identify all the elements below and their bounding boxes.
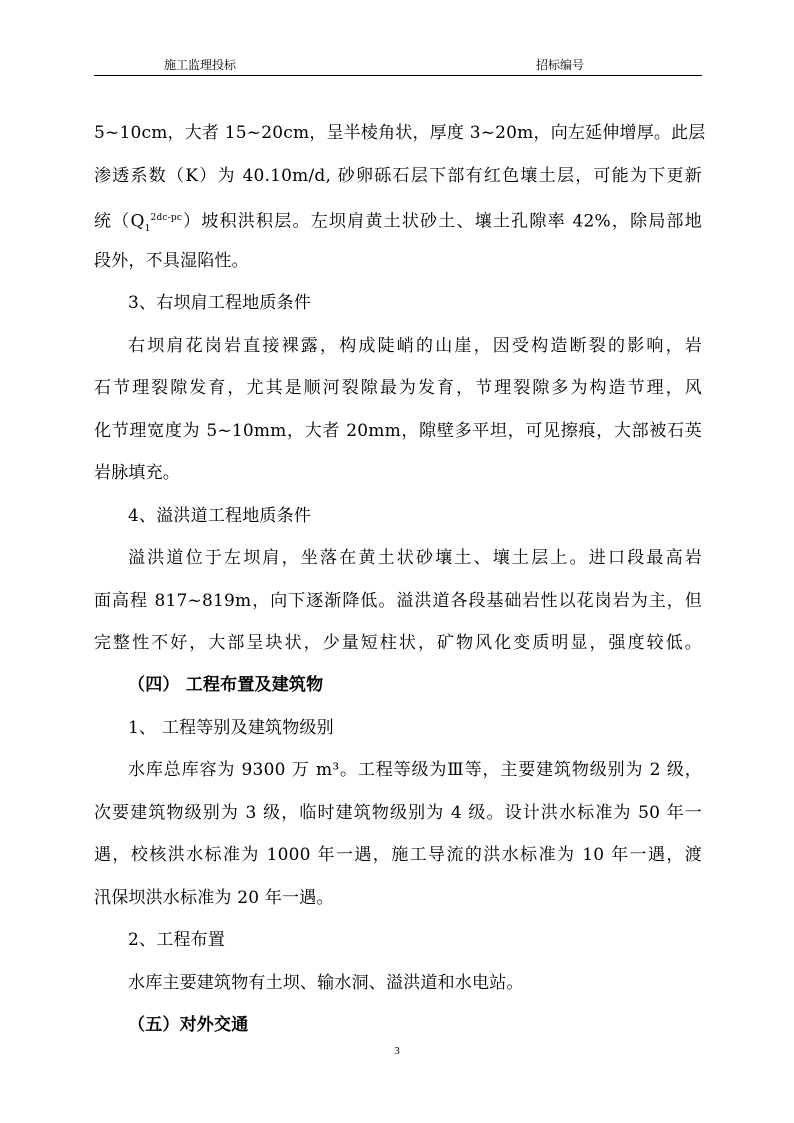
header-bid-number: 招标编号 — [536, 58, 585, 72]
paragraph-line: 汛保坝洪水标准为 20 年一遇。 — [94, 888, 334, 908]
paragraph-line: 水库主要建筑物有土坝、输水洞、溢洪道和水电站。 — [128, 973, 524, 993]
section-heading: 2、工程布置 — [128, 930, 226, 950]
paragraph-line: 遇，校核洪水标准为 1000 年一遇，施工导流的洪水标准为 10 年一遇，渡 — [94, 845, 702, 865]
paragraph-line: 次要建筑物级别为 3 级，临时建筑物级别为 4 级。设计洪水标准为 50 年一 — [94, 803, 702, 823]
paragraph-line: 完整性不好，大部呈块状，少量短柱状，矿物风化变质明显，强度较低。 — [94, 633, 702, 653]
paragraph-line: 段外，不具湿陷性。 — [94, 251, 249, 271]
paragraph-line: 石节理裂隙发育，尤其是顺河裂隙最为发育，节理裂隙多为构造节理，风 — [94, 378, 702, 398]
section-heading: 3、右坝肩工程地质条件 — [128, 293, 312, 313]
paragraph-line: 右坝肩花岗岩直接裸露，构成陡峭的山崖，因受构造断裂的影响，岩 — [128, 336, 702, 356]
paragraph-line: 统$(Q_1^{2dc-pc})$坡积洪积层。左坝肩黄土状砂土、壤土孔隙率 42%，除局部地 — [94, 211, 702, 235]
paragraph-line: 渗透系数（K）为 40.10m/d, 砂卵砾石层下部有红色壤土层，可能为下更新 — [94, 166, 702, 186]
header-title: 施工监理投标 — [164, 58, 237, 72]
page-number: 3 — [394, 1045, 400, 1057]
chapter-heading: （四） 工程布置及建筑物 — [128, 675, 324, 695]
section-heading: 1、 工程等别及建筑物级别 — [128, 718, 334, 738]
paragraph-line: 5~10cm，大者 15~20cm，呈半棱角状，厚度 3~20m，向左延伸增厚。此层 — [94, 123, 706, 143]
page-header — [94, 55, 702, 76]
chapter-heading: （五）对外交通 — [128, 1015, 249, 1035]
paragraph-line: 岩脉填充。 — [94, 463, 180, 483]
paragraph-line: 溢洪道位于左坝肩，坐落在黄土状砂壤土、壤土层上。进口段最高岩 — [128, 548, 702, 568]
paragraph-line: 水库总库容为 9300 万 m³。工程等级为Ⅲ等，主要建筑物级别为 2 级， — [128, 760, 702, 780]
section-heading: 4、溢洪道工程地质条件 — [128, 506, 312, 526]
paragraph-line: 面高程 817~819m，向下逐渐降低。溢洪道各段基础岩性以花岗岩为主，但 — [94, 591, 702, 611]
paragraph-line: 化节理宽度为 5~10mm，大者 20mm，隙壁多平坦，可见擦痕，大部被石英 — [94, 421, 702, 441]
